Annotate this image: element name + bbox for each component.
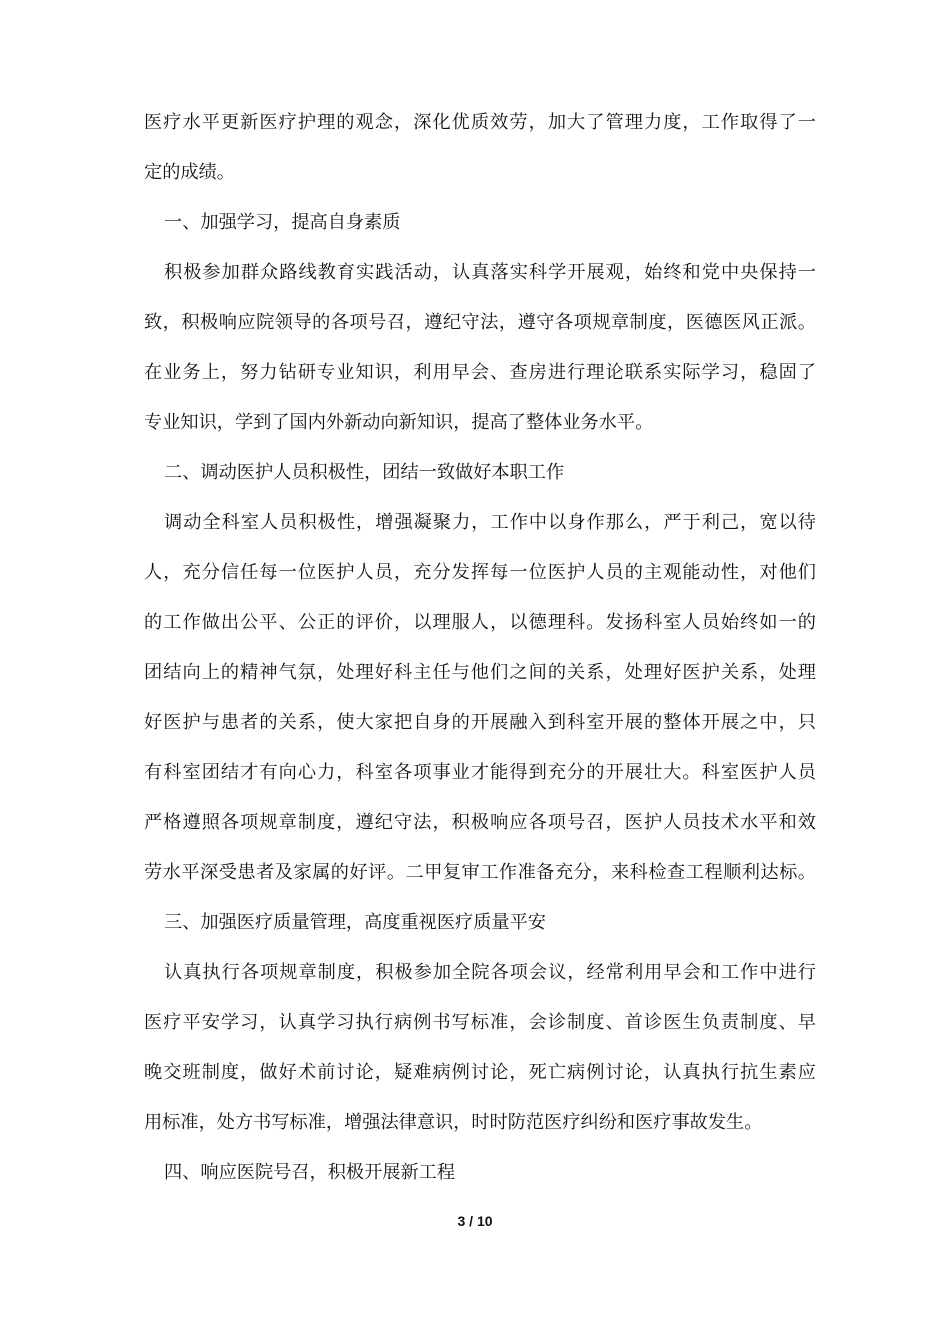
section-heading: 三、加强医疗质量管理，高度重视医疗质量平安 xyxy=(164,912,546,933)
body-line: 医疗平安学习，认真学习执行病例书写标准，会诊制度、首诊医生负责制度、早 xyxy=(144,1012,816,1033)
body-line: 积极参加群众路线教育实践活动，认真落实科学开展观，始终和党中央保持一 xyxy=(164,262,816,283)
body-line: 严格遵照各项规章制度，遵纪守法，积极响应各项号召，医护人员技术水平和效 xyxy=(144,812,816,833)
body-line: 晚交班制度，做好术前讨论，疑难病例讨论，死亡病例讨论，认真执行抗生素应 xyxy=(144,1062,816,1083)
section-heading: 一、加强学习，提高自身素质 xyxy=(164,212,401,233)
body-line: 劳水平深受患者及家属的好评。二甲复审工作准备充分，来科检查工程顺利达标。 xyxy=(144,862,816,883)
body-line: 好医护与患者的关系，使大家把自身的开展融入到科室开展的整体开展之中，只 xyxy=(144,712,816,733)
body-line: 医疗水平更新医疗护理的观念，深化优质效劳，加大了管理力度，工作取得了一 xyxy=(144,112,816,133)
body-line: 调动全科室人员积极性，增强凝聚力，工作中以身作那么，严于利己，宽以待 xyxy=(164,512,816,533)
body-line: 认真执行各项规章制度，积极参加全院各项会议，经常利用早会和工作中进行 xyxy=(164,962,816,983)
body-line: 定的成绩。 xyxy=(144,162,235,183)
document-body xyxy=(144,98,816,1198)
body-line: 人，充分信任每一位医护人员，充分发挥每一位医护人员的主观能动性，对他们 xyxy=(144,562,816,583)
body-line: 有科室团结才有向心力，科室各项事业才能得到充分的开展壮大。科室医护人员 xyxy=(144,762,816,783)
body-line: 用标准，处方书写标准，增强法律意识，时时防范医疗纠纷和医疗事故发生。 xyxy=(144,1112,763,1133)
body-line: 团结向上的精神气氛，处理好科主任与他们之间的关系，处理好医护关系，处理 xyxy=(144,662,816,683)
section-heading: 二、调动医护人员积极性，团结一致做好本职工作 xyxy=(164,462,565,483)
section-heading: 四、响应医院号召，积极开展新工程 xyxy=(164,1162,456,1183)
body-line: 的工作做出公平、公正的评价，以理服人，以德理科。发扬科室人员始终如一的 xyxy=(144,612,816,633)
page-number: 3 / 10 xyxy=(457,1213,493,1229)
body-line: 专业知识，学到了国内外新动向新知识，提高了整体业务水平。 xyxy=(144,412,654,433)
body-line: 致，积极响应院领导的各项号召，遵纪守法，遵守各项规章制度，医德医风正派。 xyxy=(144,312,816,333)
body-line: 在业务上，努力钻研专业知识，利用早会、查房进行理论联系实际学习，稳固了 xyxy=(144,362,816,383)
